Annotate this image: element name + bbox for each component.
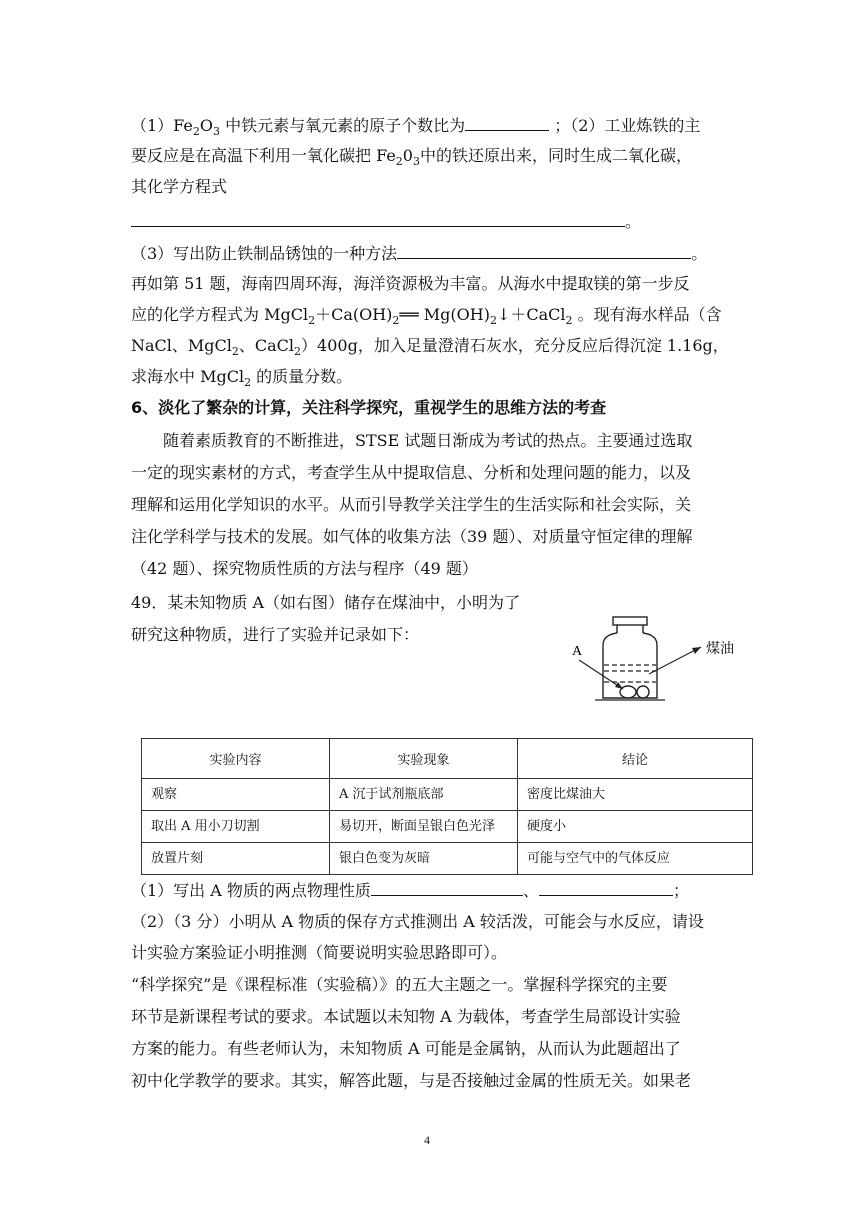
q3-line-5: 求海水中 MgCl$_2$ 的质量分数。 <box>131 367 353 390</box>
q49-line-2: 研究这种物质，进行了实验并记录如下： <box>131 625 420 644</box>
q1-line-1: $(1)Fe_2O_3$ 中铁元素与氧元素的原子个数比为 ；（2）工业炼铁的主 <box>131 116 701 139</box>
label-kerosene: 煤油 <box>706 642 734 657</box>
table-header: 结论 <box>518 739 753 779</box>
paragraph-line: 随着素质教育的不断推进，STSE 试题日渐成为考试的热点。主要通过选取 <box>131 431 693 450</box>
table-cell: 观察 <box>142 779 330 811</box>
table-cell: 放置片刻 <box>142 843 330 875</box>
experiment-table <box>141 738 753 875</box>
q1-line-3: 其化学方程式 <box>131 177 228 196</box>
table-cell: 取出 A 用小刀切割 <box>142 811 330 843</box>
table-cell: 硬度小 <box>518 811 753 843</box>
paragraph-line: （42 题）、探究物质性质的方法与程序（49 题） <box>131 559 478 578</box>
paragraph-line: 一定的现实素材的方式，考查学生从中提取信息、分析和处理问题的能力，以及 <box>131 463 692 482</box>
answer-blank[interactable] <box>371 879 523 896</box>
q49-line-1: 49．某未知物质 A（如右图）储存在煤油中，小明为了 <box>131 593 521 612</box>
table-row <box>142 843 753 875</box>
q49-sub2-line1: （2）（3 分）小明从 A 物质的保存方式推测出 A 较活泼，可能会与水反应，请设 <box>131 912 704 931</box>
bottle-neck <box>617 625 643 633</box>
label-a: A <box>572 644 583 659</box>
table-header-row <box>142 739 753 779</box>
paragraph-line: 环节是新课程考试的要求。本试题以未知物 A 为载体，考查学生局部设计实验 <box>131 1007 681 1026</box>
substance-a <box>637 686 649 698</box>
table-row <box>142 811 753 843</box>
q3-line-4: NaCl、MgCl$_2$、CaCl$_2$）400g，加入足量澄清石灰水，充分反应后得沉淀 1.16g， <box>131 336 729 359</box>
q1-line-4: 。 <box>131 210 641 233</box>
table-header: 实验内容 <box>142 739 330 779</box>
answer-blank[interactable] <box>539 879 673 896</box>
table-cell: 易切开，断面呈银白色光泽 <box>330 811 518 843</box>
q3-line-1: （3）写出防止铁制品锈蚀的一种方法 。 <box>131 244 708 263</box>
pointer-a <box>579 660 623 689</box>
section-heading: 6、淡化了繁杂的计算，关注科学探究，重视学生的思维方法的考查 <box>131 398 607 417</box>
table-cell: 银白色变为灰暗 <box>330 843 518 875</box>
q1-line-2: 要反应是在高温下利用一氧化碳把 $Fe_20_3$中的铁还原出来，同时生成二氧化碳， <box>131 146 692 169</box>
page-number: 4 <box>424 1133 430 1147</box>
paragraph-line: 注化学科学与技术的发展。如气体的收集方法（39 题）、对质量守恒定律的理解 <box>131 527 693 546</box>
paragraph-line: “科学探究”是《课程标准（实验稿）》的五大主题之一。掌握科学探究的主要 <box>131 975 668 994</box>
answer-blank[interactable] <box>397 242 691 259</box>
q3-line-2: 再如第 51 题，海南四周环海，海洋资源极为丰富。从海水中提取镁的第一步反 <box>131 274 690 293</box>
substance-a <box>620 686 636 698</box>
answer-blank[interactable] <box>465 114 549 131</box>
q49-sub2-line2: 计实验方案验证小明推测（简要说明实验思路即可）。 <box>131 943 508 962</box>
table-cell: 可能与空气中的气体反应 <box>518 843 753 875</box>
paragraph-line: 理解和运用化学知识的水平。从而引导教学关注学生的生活实际和社会实际，关 <box>131 495 692 514</box>
reagent-bottle-figure <box>565 615 755 710</box>
table-row <box>142 779 753 811</box>
table-cell: 密度比煤油大 <box>518 779 753 811</box>
equation-blank[interactable] <box>131 210 625 227</box>
bottle-stopper <box>613 617 647 625</box>
table-header: 实验现象 <box>330 739 518 779</box>
table-cell: A 沉于试剂瓶底部 <box>330 779 518 811</box>
paragraph-line: 初中化学教学的要求。其实，解答此题，与是否接触过金属的性质无关。如果老 <box>131 1071 692 1090</box>
q49-sub1: （1）写出 A 物质的两点物理性质 、 ； <box>131 881 689 900</box>
paragraph-line: 方案的能力。有些老师认为，未知物质 A 可能是金属钠，从而认为此题超出了 <box>131 1039 681 1058</box>
q3-line-3: 应的化学方程式为 $MgCl_2+Ca(OH)_2══$ $Mg(OH)_2↓+CaCl_2$ 。现有海水样品（含 <box>131 305 722 328</box>
